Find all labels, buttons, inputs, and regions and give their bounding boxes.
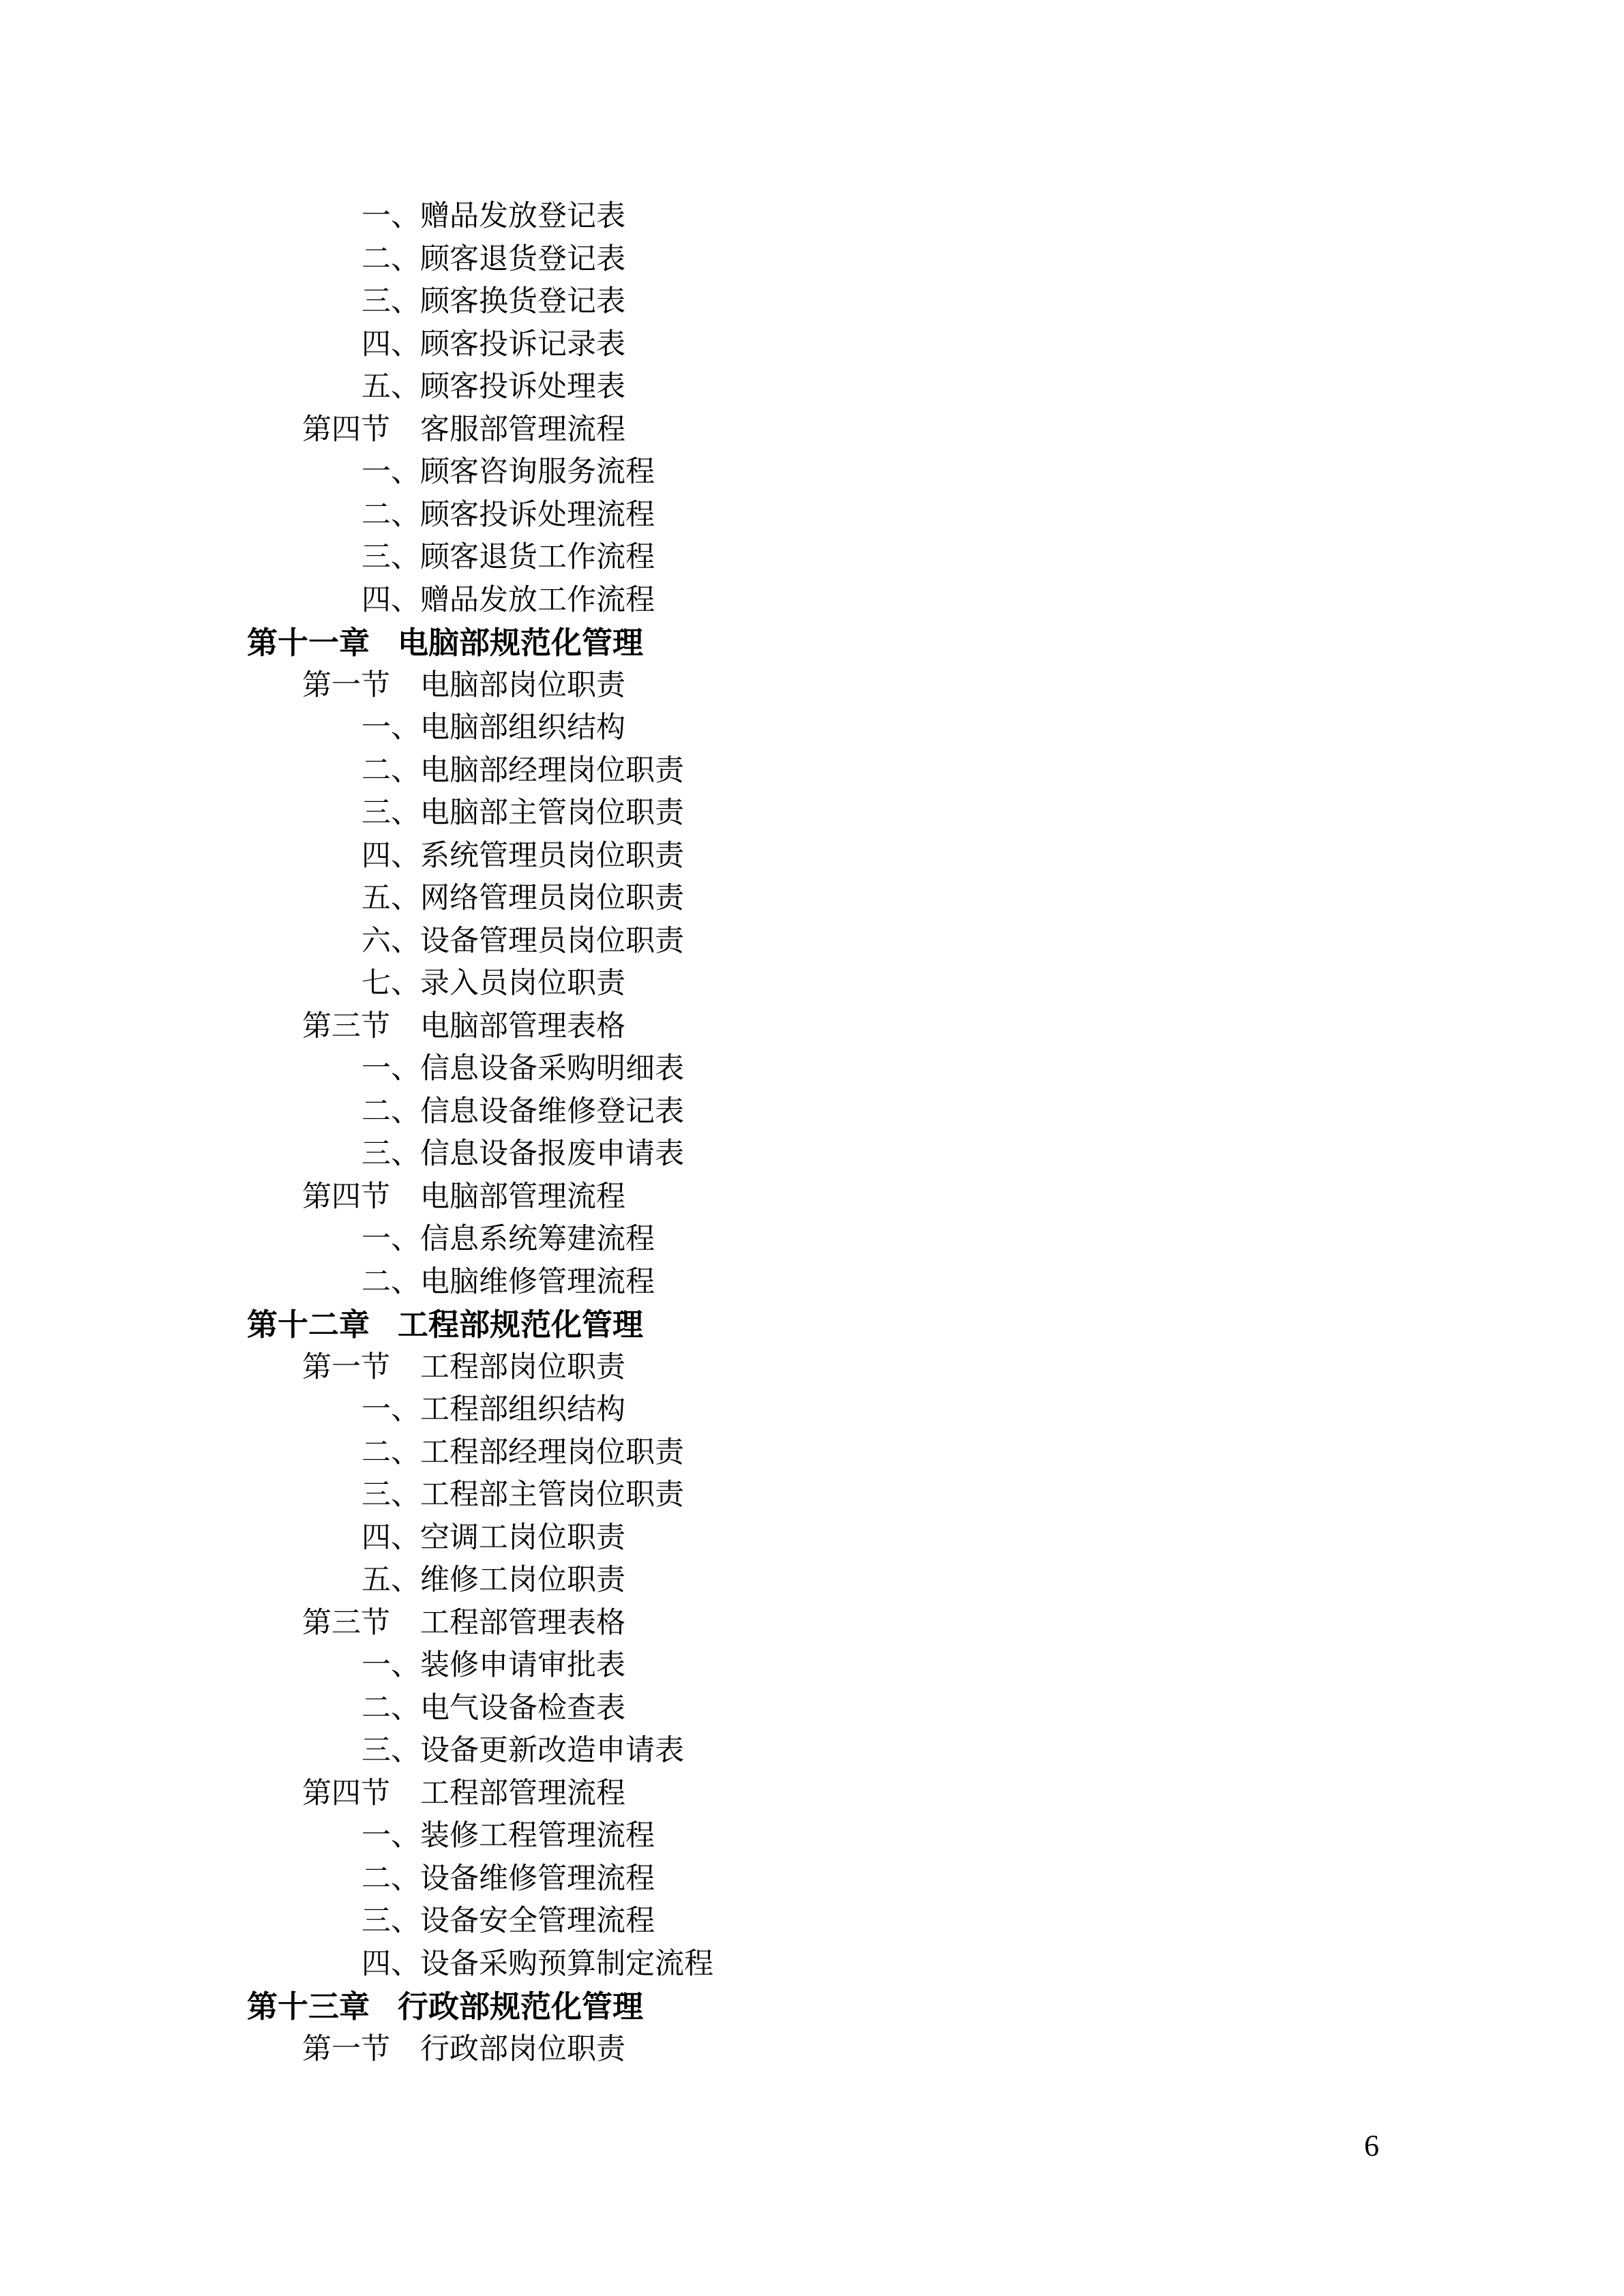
toc-entry-title: 工程部规范化管理 <box>398 1308 644 1342</box>
toc-entry-label: 第一节 <box>302 669 390 702</box>
toc-entry <box>0 2029 1624 2072</box>
toc-entry <box>0 622 1624 665</box>
toc-entry <box>0 196 1624 239</box>
toc-entry-label: 二、 <box>361 1862 420 1895</box>
toc-entry-label: 三、 <box>361 1735 420 1767</box>
toc-entry-label: 第三节 <box>302 1010 390 1043</box>
toc-entry-title: 电脑部管理流程 <box>420 1180 625 1213</box>
toc-entry-label: 四、 <box>361 839 420 872</box>
toc-entry <box>0 409 1624 452</box>
toc-entry <box>0 1900 1624 1943</box>
toc-entry-label: 四、 <box>361 1948 420 1980</box>
page-number: 6 <box>1364 2129 1379 2162</box>
toc-entry <box>0 1688 1624 1731</box>
toc-entry <box>0 580 1624 623</box>
toc-entry-label: 二、 <box>361 1266 420 1298</box>
toc-entry-title: 电脑维修管理流程 <box>420 1266 655 1298</box>
toc-entry <box>0 835 1624 878</box>
toc-entry <box>0 324 1624 367</box>
toc-entry-title: 设备管理员岗位职责 <box>420 925 684 957</box>
toc-entry-title: 设备维修管理流程 <box>420 1862 655 1895</box>
toc-entry <box>0 1986 1624 2029</box>
toc-entry-title: 赠品发放登记表 <box>420 200 625 233</box>
toc-entry <box>0 665 1624 708</box>
toc-entry-title: 赠品发放工作流程 <box>420 584 655 616</box>
toc-entry <box>0 1474 1624 1517</box>
toc-entry-title: 设备安全管理流程 <box>420 1905 655 1937</box>
toc-entry-title: 工程部主管岗位职责 <box>420 1479 684 1511</box>
toc-entry <box>0 1645 1624 1688</box>
toc-entry-title: 空调工岗位职责 <box>420 1521 625 1554</box>
toc-entry-title: 工程部组织结构 <box>420 1394 625 1426</box>
toc-entry-label: 三、 <box>361 1479 420 1511</box>
toc-entry <box>0 1347 1624 1390</box>
toc-entry-label: 第四节 <box>302 1777 390 1810</box>
toc-entry <box>0 1517 1624 1560</box>
toc-entry <box>0 1602 1624 1645</box>
toc-entry-title: 工程部岗位职责 <box>420 1351 625 1384</box>
toc-entry-label: 三、 <box>361 797 420 829</box>
toc-entry-title: 系统管理员岗位职责 <box>420 839 684 872</box>
toc-entry-label: 七、 <box>361 968 420 1000</box>
toc-entry-label: 一、 <box>361 456 420 488</box>
toc-entry <box>0 1006 1624 1049</box>
toc-entry-title: 行政部规范化管理 <box>398 1990 644 2024</box>
toc-entry <box>0 1219 1624 1262</box>
toc-entry-title: 顾客投诉处理流程 <box>420 498 655 531</box>
toc-entry-title: 电气设备检查表 <box>420 1692 625 1725</box>
toc-entry <box>0 451 1624 494</box>
toc-entry-label: 二、 <box>361 243 420 275</box>
toc-entry <box>0 792 1624 835</box>
toc-entry <box>0 921 1624 964</box>
toc-entry-title: 工程部管理表格 <box>420 1607 625 1639</box>
toc-entry-title: 网络管理员岗位职责 <box>420 882 684 914</box>
toc-entry <box>0 1815 1624 1858</box>
toc-entry-title: 电脑部管理表格 <box>420 1010 625 1043</box>
toc-entry-title: 信息设备采购明细表 <box>420 1053 684 1085</box>
toc-entry-title: 顾客投诉处理表 <box>420 371 625 403</box>
toc-entry-title: 工程部经理岗位职责 <box>420 1436 684 1469</box>
toc-entry <box>0 1304 1624 1347</box>
toc-entry-title: 行政部岗位职责 <box>420 2033 625 2066</box>
toc-list <box>0 196 1624 2071</box>
toc-entry-title: 电脑部组织结构 <box>420 712 625 744</box>
toc-entry-title: 客服部管理流程 <box>420 413 625 446</box>
toc-entry-title: 装修申请审批表 <box>420 1650 625 1682</box>
toc-entry-title: 设备采购预算制定流程 <box>420 1948 713 1980</box>
toc-entry-title: 装修工程管理流程 <box>420 1820 655 1852</box>
toc-entry-label: 一、 <box>361 200 420 233</box>
toc-entry-label: 一、 <box>361 1053 420 1085</box>
toc-entry <box>0 878 1624 921</box>
toc-entry-label: 二、 <box>361 754 420 787</box>
toc-entry <box>0 239 1624 282</box>
toc-entry-title: 维修工岗位职责 <box>420 1564 625 1596</box>
toc-entry-label: 第十三章 <box>247 1990 370 2024</box>
toc-entry-title: 信息设备报废申请表 <box>420 1138 684 1170</box>
toc-entry-label: 二、 <box>361 1692 420 1725</box>
toc-entry-title: 信息系统筹建流程 <box>420 1223 655 1255</box>
toc-entry <box>0 1389 1624 1432</box>
toc-entry <box>0 494 1624 537</box>
toc-entry <box>0 1560 1624 1602</box>
toc-entry-label: 第十二章 <box>247 1308 370 1342</box>
toc-entry-label: 一、 <box>361 1394 420 1426</box>
toc-entry-label: 三、 <box>361 541 420 573</box>
toc-entry <box>0 1262 1624 1304</box>
toc-entry-label: 二、 <box>361 1095 420 1128</box>
toc-entry-label: 二、 <box>361 1436 420 1469</box>
toc-entry-label: 三、 <box>361 1138 420 1170</box>
toc-entry <box>0 750 1624 793</box>
toc-entry-title: 顾客咨询服务流程 <box>420 456 655 488</box>
toc-entry <box>0 1176 1624 1219</box>
toc-entry-label: 第一节 <box>302 2033 390 2066</box>
toc-entry-title: 设备更新改造申请表 <box>420 1735 684 1767</box>
toc-entry-label: 第四节 <box>302 413 390 446</box>
toc-entry <box>0 707 1624 750</box>
toc-entry-title: 顾客投诉记录表 <box>420 328 625 361</box>
toc-entry-label: 四、 <box>361 584 420 616</box>
toc-entry-label: 第三节 <box>302 1607 390 1639</box>
toc-entry <box>0 1858 1624 1901</box>
toc-entry-label: 第四节 <box>302 1180 390 1213</box>
toc-entry-title: 顾客退货工作流程 <box>420 541 655 573</box>
toc-entry <box>0 1432 1624 1475</box>
toc-entry-title: 信息设备维修登记表 <box>420 1095 684 1128</box>
toc-entry-label: 第十一章 <box>247 626 370 660</box>
toc-entry <box>0 537 1624 580</box>
toc-entry-label: 二、 <box>361 498 420 531</box>
toc-entry-label: 一、 <box>361 1223 420 1255</box>
toc-entry <box>0 1943 1624 1986</box>
toc-entry-title: 工程部管理流程 <box>420 1777 625 1810</box>
toc-entry-label: 一、 <box>361 712 420 744</box>
toc-entry-label: 一、 <box>361 1650 420 1682</box>
toc-entry <box>0 1091 1624 1134</box>
toc-entry-label: 三、 <box>361 1905 420 1937</box>
toc-entry <box>0 1133 1624 1176</box>
toc-entry-label: 四、 <box>361 1521 420 1554</box>
toc-entry-title: 电脑部经理岗位职责 <box>420 754 684 787</box>
toc-entry-label: 一、 <box>361 1820 420 1852</box>
toc-entry <box>0 281 1624 324</box>
toc-entry <box>0 1773 1624 1816</box>
toc-entry <box>0 1730 1624 1773</box>
toc-entry-label: 五、 <box>361 882 420 914</box>
toc-entry-label: 三、 <box>361 286 420 318</box>
toc-entry-title: 顾客换货登记表 <box>420 286 625 318</box>
toc-entry-title: 电脑部规范化管理 <box>398 626 644 660</box>
toc-entry-title: 顾客退货登记表 <box>420 243 625 275</box>
toc-entry <box>0 1048 1624 1091</box>
toc-entry-label: 五、 <box>361 1564 420 1596</box>
toc-entry-label: 四、 <box>361 328 420 361</box>
toc-entry-label: 六、 <box>361 925 420 957</box>
toc-entry <box>0 366 1624 409</box>
toc-entry-title: 电脑部主管岗位职责 <box>420 797 684 829</box>
toc-entry <box>0 963 1624 1006</box>
toc-entry-title: 电脑部岗位职责 <box>420 669 625 702</box>
toc-entry-label: 第一节 <box>302 1351 390 1384</box>
toc-entry-title: 录入员岗位职责 <box>420 968 625 1000</box>
toc-entry-label: 五、 <box>361 371 420 403</box>
